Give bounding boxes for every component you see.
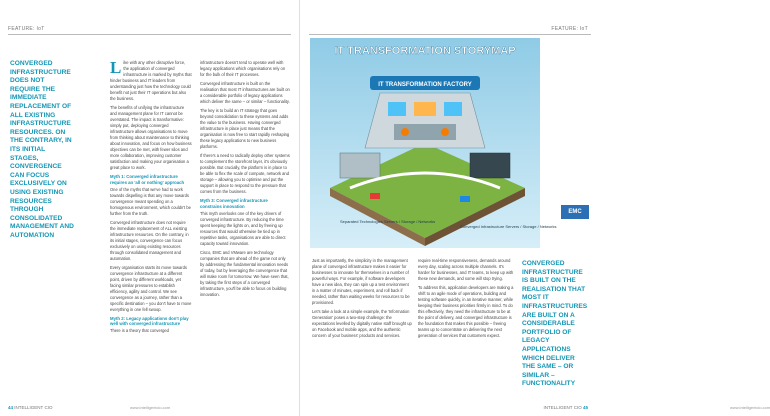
paragraph: To address this, application developers are making a shift to an agile mode of operations, building and testing software quickly, in an iterative manner, while keeping their business priorities firmly in mind. To do this effectively, they need the infrastructure to be at the point of delivery, and converged infrastructure is the foundation that makes this possible – freeing teams up to concentrate on delivering the next generation of services that customers expect. (418, 285, 514, 338)
paragraph: Converged infrastructure is built on the realisation that most IT infrastructures are built on a considerable portfolio of legacy applications which deliver the same – or similar – functionality. (200, 81, 290, 104)
paragraph: Let's take a look at a simple example, the 'Information Generation' poses a two-step challenge: the expectations levelled by digitally native staff brought up on Facebook and mobile apps, and the authentic concern of your business' products and services. (312, 309, 412, 338)
left-page (0, 0, 300, 416)
subheading-myth-2: Myth 2: Legacy applications don't play well with converged infrastructure (110, 315, 189, 327)
website-url: www.intelligentcio.com (730, 405, 770, 410)
paragraph: The benefits of unifying the infrastructure and management plane for IT cannot be overstated. The impact is transformative: simply put, deploying converged infrastructure allows organisations to move from thinking about maintenance to thinking about innovation, and focus on how business objectives can be met, with fewer silos and more collaboration, improving customer satisfaction and making your organisation a great place to work. (110, 105, 192, 170)
paragraph: One of the myths that we've had to work towards dispelling is that any move towards convergence meant spending on a homogenous environment, which couldn't be further from the truth. (110, 186, 191, 216)
paragraph: This myth overlooks one of the key drivers of converged infrastructure. By reducing the time spent keeping the lights on, and by freeing up resources that would otherwise be tied up in repetitive tasks, organisations are able to direct capacity toward innovation. (200, 210, 286, 246)
paragraph: The key is to build an IT strategy that goes beyond consolidation to these systems and adds the value to the business. Having converged infrastructure in place just means that the organisation is now free to start rapidly reshaping these legacy applications to new business platforms. (200, 108, 290, 149)
paragraph: Every organisation starts its move towards convergence infrastructure at a different point, driven by different workloads, yet facing similar pressures to establish efficiency, agility and control. We see convergence as a journey, rather than a specific destination – you don't have to move everything in one fell swoop. (110, 264, 192, 312)
vehicle (370, 193, 380, 199)
paragraph: require real-time responsiveness, demands around every day, scaling across multiple channels. It's harder for businesses, and IT teams, to keep up with these new demands, and some will stop trying. (418, 258, 514, 281)
vehicle (460, 196, 470, 202)
subheading-myth-3: Myth 3: Converged infrastructure constrains innovation (200, 198, 268, 209)
divider (309, 34, 591, 35)
article-column-4 (418, 258, 514, 342)
server-rack-separated (340, 153, 380, 178)
divider (8, 34, 291, 35)
article-column-1 (110, 60, 192, 337)
article-column-2 (200, 60, 290, 301)
pull-quote-left: CONVERGED INFRASTRUCTURE DOES NOT REQUIRE THE IMMEDIATE REPLACEMENT OF ALL EXISTING INFRASTRUCTURE RESOURCES. ON THE CONTRARY, IN ITS INITIAL STAGES, CONVERGENCE CAN FOCUS EXCLUSIVELY ON USING EXISTING RESOURCES THROUGH CONSOLIDATED MANAGEMENT AND AUTOMATION (10, 60, 74, 239)
paragraph: Cisco, EMC and VMware are technology companies that are ahead of the game not only by addressing the fundamental innovation needs of today, but by leveraging the convergence that will make room for tomorrow. We have seen that, by taking the first steps of a converged infrastructure, you'll be able to focus on building innovation. (200, 249, 289, 297)
subheading-myth-1: Myth 1: Converged infrastructure requires an 'all or nothing' approach (110, 174, 185, 185)
feature-tag: FEATURE: IoT (551, 26, 588, 32)
drop-cap: L (110, 58, 122, 77)
storymap-illustration (310, 38, 557, 248)
factory-window (444, 102, 462, 116)
article-column-3 (312, 258, 412, 342)
converged-caption: Converged Infrastructure Servers / Storage / Networks (460, 224, 557, 229)
intro-paragraph: Like with any other disruptive force, the application of converged infrastructure is marked by myths that hinder business and IT leaders from understanding just how the technology could benefit not just their IT operations but also the business. (110, 58, 192, 101)
storymap-title: IT TRANSFORMATION STORYMAP (334, 45, 516, 57)
paragraph: There is a theory that converged (110, 328, 169, 334)
gear-icon (441, 128, 449, 136)
paragraph: Just as importantly, the simplicity in the management plane of converged infrastructure makes it easier for businesses to innovate for themselves in a number of powerful ways. For example, if software developers have a new idea, they can spin up a test environment in a matter of minutes, experiment, and roll back if needed, rather than waiting weeks for resources to be provisioned. (312, 258, 410, 305)
website-url: www.intelligentcio.com (130, 405, 171, 410)
page-number-right: INTELLIGENT CIO 45 (543, 405, 588, 410)
gear-icon (401, 128, 409, 136)
emc-logo: EMC (561, 205, 589, 219)
pull-quote-right: CONVERGED INFRASTRUCTURE IS BUILT ON THE REALISATION THAT MOST IT INFRASTRUCTURES ARE BUILT ON A CONSIDERABLE PORTFOLIO OF LEGACY APPLICATIONS WHICH DELIVER THE SAME – OR SIMILAR – FUNCTIONALITY (522, 260, 588, 388)
server-rack-converged (470, 153, 510, 178)
paragraph: Converged infrastructure does not require the immediate replacement of ALL existing infrastructure resources. On the contrary, in its initial stages, convergence can focus exclusively on using existing resources through consolidated management and automation. (110, 219, 189, 261)
paragraph: If there's a need to radically deploy other systems to complement the storefront layer, it's obviously possible. But crucially, the platform is in place to be able to flex the scale of compute, network and storage – allowing you to optimise and put the support in place to respond to the pressure that comes from the business. (200, 153, 290, 194)
page-number-left: 44 INTELLIGENT CIO (8, 405, 53, 410)
factory-window (414, 102, 436, 116)
separated-caption: Separated Technologies Servers / Storage / Networks (340, 219, 436, 224)
feature-tag: FEATURE: IoT (8, 26, 45, 32)
paragraph: infrastructure doesn't tend to operate well with legacy applications which organisations rely on for the bulk of their IT processes. (200, 60, 286, 77)
factory-window (388, 102, 406, 116)
factory-label: IT TRANSFORMATION FACTORY (378, 82, 472, 88)
